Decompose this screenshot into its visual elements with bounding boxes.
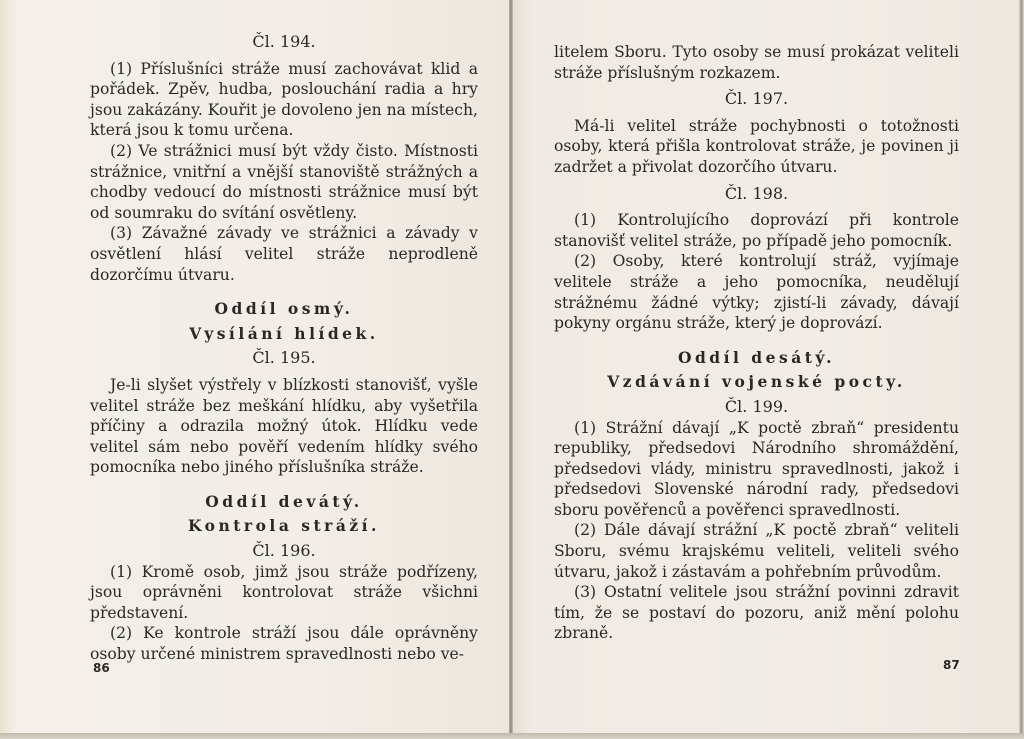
paragraph: (1) Kontrolujícího doprovází při kontrole stanovišť velitel stráže, po případě jeho pomocník. — [554, 211, 959, 250]
paragraph: (1) Příslušníci stráže musí zachovávat klid a pořádek. Zpěv, hudba, poslouchání radia a hry jsou zakázány. Kouřit je dovoleno jen na místech, která jsou k tomu určena. — [90, 59, 478, 140]
paragraph: (1) Strážní dávají „K poctě zbraň“ presidentu republiky, předsedovi Národního shromáždění, předsedovi vlády, ministru spravedlnosti, jakož i předsedovi Slovenské národní rady, předsedovi sboru pověřenců a pověřenci spravedlnosti. — [554, 418, 959, 519]
paragraph: (2) Ke kontrole stráží jsou dále oprávněny osoby určené ministrem spravedlnosti nebo ve- — [90, 624, 478, 664]
paragraph: (2) Dále dávají strážní „K poctě zbraň“ veliteli Sboru, svému krajskému veliteli, veliteli svého útvaru, jakož i zástavám a pohřebním průvodům. — [554, 521, 959, 581]
article-heading-199: Čl. 199. — [724, 396, 789, 416]
article-heading-195: Čl. 195. — [252, 348, 316, 368]
section-subtitle-9: Kontrola stráží. — [188, 516, 380, 536]
article-heading-194: Čl. 194. — [252, 32, 316, 51]
page-number-left: 86 — [93, 661, 110, 675]
paragraph: (2) Osoby, které kontrolují stráž, vyjímaje velitele stráže a jeho pomocníka, neudělují strážnému žádné výtky; zjistí-li závady, dávají pokyny orgánu stráže, který je doprovází. — [554, 252, 959, 333]
article-heading-196: Čl. 196. — [252, 541, 316, 561]
section-subtitle-10: Vzdávání vojenské pocty. — [607, 372, 906, 392]
paragraph: (1) Kromě osob, jimž jsou stráže podřízeny, jsou oprávněni kontrolovat stráže všichni představení. — [90, 562, 478, 622]
section-subtitle-8: Vysílání hlídek. — [189, 323, 379, 343]
page-edge — [1019, 0, 1024, 739]
page-bottom-edge — [0, 733, 1024, 739]
page-number-right: 87 — [943, 658, 960, 672]
right-page-text — [554, 42, 959, 644]
paragraph: (2) Ve strážnici musí být vždy čisto. Místnosti strážnice, vnitřní a vnější stanoviště strážných a chodby vedoucí do místnosti strážnice musí být od soumraku do svítání osvětleny. — [90, 141, 478, 222]
article-heading-198: Čl. 198. — [724, 183, 789, 203]
paragraph-continuation: litelem Sboru. Tyto osoby se musí prokázat veliteli stráže příslušným rozkazem. — [554, 43, 959, 82]
paragraph: (3) Závažné závady ve strážnici a závady v osvětlení hlásí velitel stráže neprodleně dozorčímu útvaru. — [90, 224, 478, 284]
left-page-text — [90, 32, 478, 665]
paragraph: Je-li slyšet výstřely v blízkosti stanovišť, vyšle velitel stráže bez meškání hlídku, aby vyšetřila příčiny a odrazila možný útok. Hlídku vede velitel sám nebo pověří vedením hlídky svého pomocníka nebo jiného příslušníka stráže. — [90, 375, 478, 477]
article-heading-197: Čl. 197. — [724, 89, 789, 109]
section-title-9: Oddíl devátý. — [205, 491, 363, 511]
paragraph: (3) Ostatní velitele jsou strážní povinni zdravit tím, že se postaví do pozoru, aniž mění polohu zbraně. — [554, 583, 959, 643]
section-title-8: Oddíl osmý. — [214, 299, 354, 319]
left-page — [0, 0, 510, 735]
right-page — [513, 0, 1021, 735]
paragraph: Má-li velitel stráže pochybnosti o totožnosti osoby, která přišla kontrolovat stráže, je povinen ji zadržet a přivolat dozorčího útvaru. — [554, 116, 959, 176]
section-title-10: Oddíl desátý. — [677, 347, 836, 367]
